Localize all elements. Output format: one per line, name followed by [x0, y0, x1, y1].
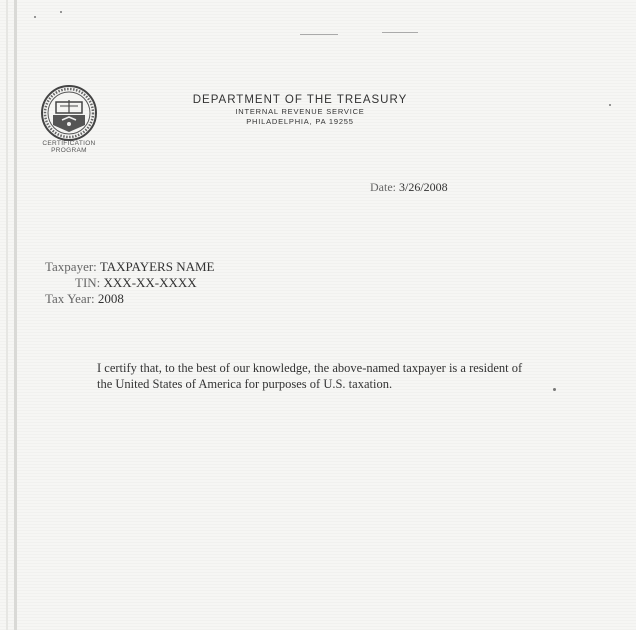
taxpayer-name-row — [45, 259, 214, 275]
tin-value: XXX-XX-XXXX — [103, 275, 197, 290]
taxpayer-label: Taxpayer: — [45, 259, 97, 274]
tin-label: TIN: — [75, 275, 101, 290]
scan-artifact — [382, 32, 418, 33]
seal-caption-line: PROGRAM — [51, 147, 87, 154]
scan-speck — [60, 11, 62, 13]
scan-speck — [34, 16, 36, 18]
tax-year-row — [45, 291, 124, 307]
scan-speck — [609, 104, 611, 106]
taxpayer-name: TAXPAYERS NAME — [99, 259, 215, 274]
tax-year-value: 2008 — [97, 291, 124, 306]
treasury-seal-icon — [40, 84, 98, 142]
date-value: 3/26/2008 — [399, 180, 448, 194]
tin-row — [75, 275, 197, 291]
scan-artifact — [300, 34, 338, 35]
service-name: INTERNAL REVENUE SERVICE — [235, 107, 365, 116]
scan-edge-shadow — [14, 0, 17, 630]
tax-year-label: Tax Year: — [45, 291, 95, 306]
scan-edge-line — [6, 0, 8, 630]
certification-statement — [97, 360, 537, 392]
letterhead — [170, 94, 430, 127]
date-line — [370, 180, 448, 195]
agency-name: DEPARTMENT OF THE TREASURY — [192, 94, 408, 106]
certification-line: I certify that, to the best of our knowledge, the above-named taxpayer is a resident of — [97, 361, 523, 375]
scan-speck — [553, 388, 556, 391]
date-label: Date: — [370, 180, 396, 194]
seal-caption-line: CERTIFICATION — [42, 140, 96, 147]
agency-address: PHILADELPHIA, PA 19255 — [246, 117, 354, 126]
certification-line: the United States of America for purposes of U.S. taxation. — [97, 377, 393, 391]
seal-caption — [36, 140, 102, 154]
